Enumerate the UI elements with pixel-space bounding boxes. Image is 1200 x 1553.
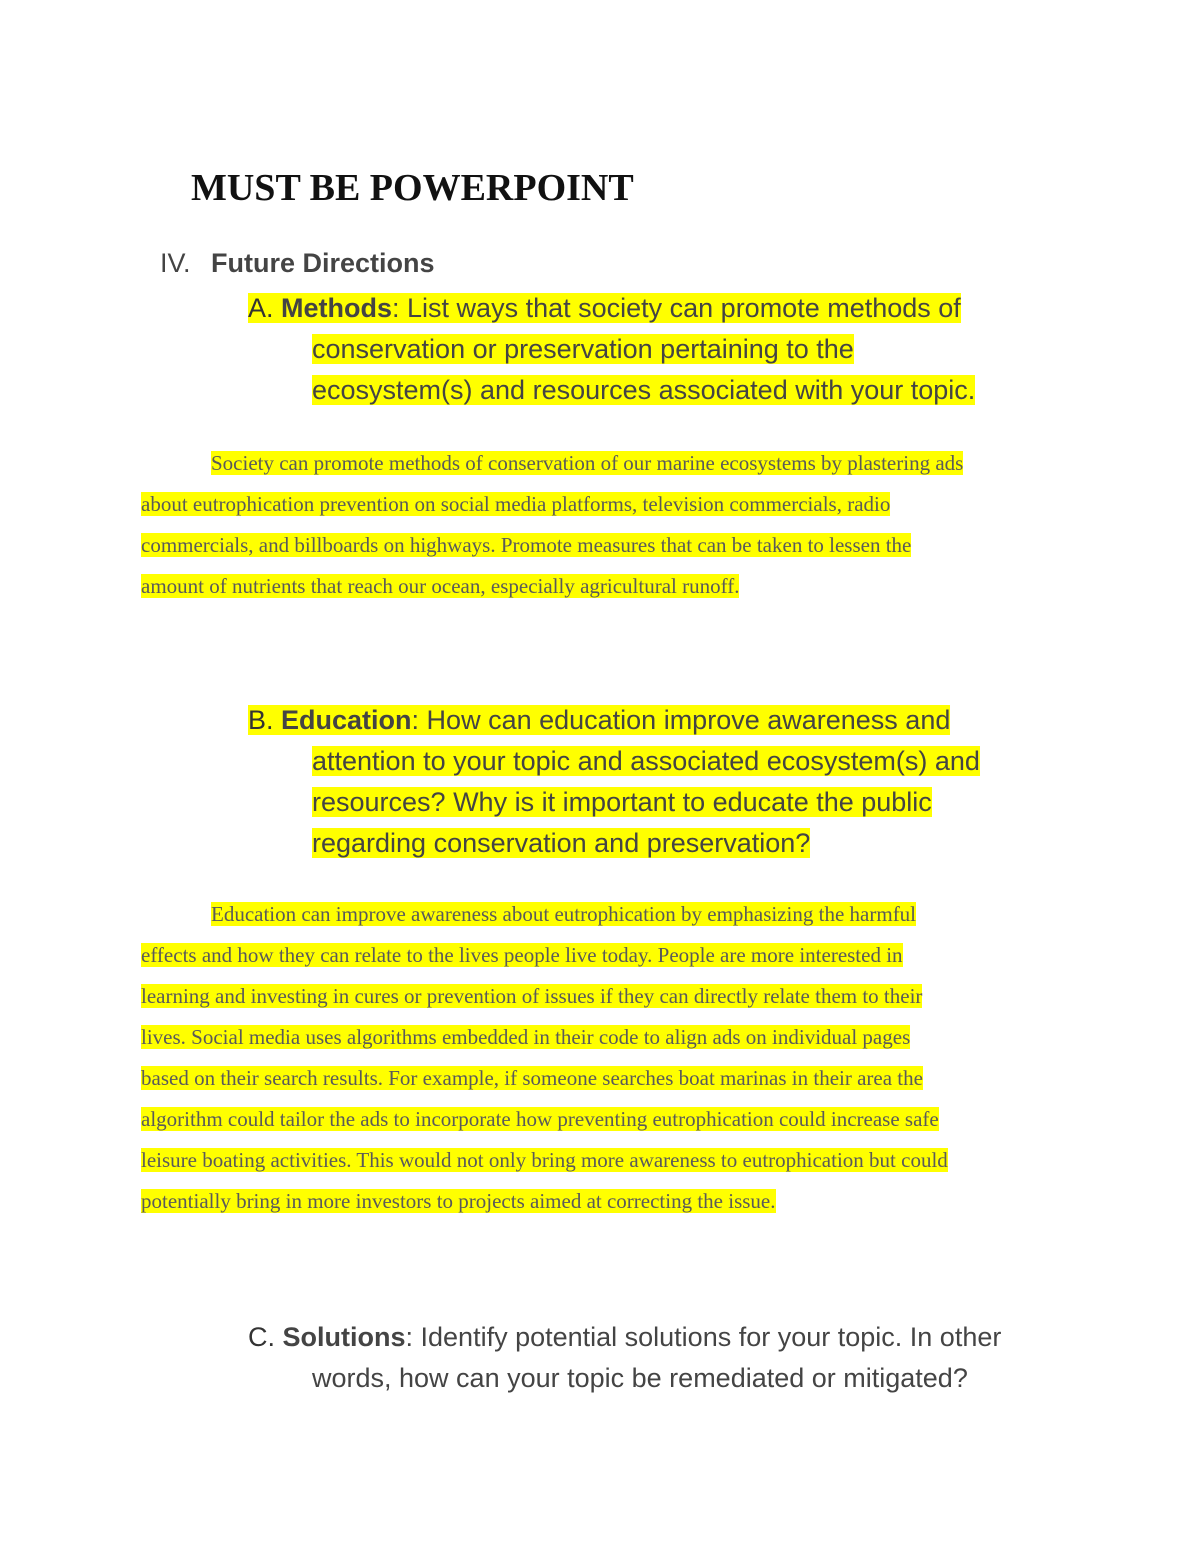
methods-prompt-line: ecosystem(s) and resources associated with your topic. xyxy=(312,375,976,405)
methods-answer-line: commercials, and billboards on highways. Promote measures that can be taken to lessen the xyxy=(141,533,912,557)
page-heading: MUST BE POWERPOINT xyxy=(191,167,634,209)
education-answer-line: leisure boating activities. This would not only bring more awareness to eutrophication but could xyxy=(141,1148,948,1172)
solutions-term: Solutions xyxy=(282,1322,406,1352)
solutions-prompt-line: : Identify potential solutions for your topic. In other xyxy=(405,1322,1002,1352)
education-prompt-line: regarding conservation and preservation? xyxy=(312,828,811,858)
education-answer-line: lives. Social media uses algorithms embedded in their code to align ads on individual pages xyxy=(141,1025,911,1049)
methods-answer-line: Society can promote methods of conservation of our marine ecosystems by plastering ads xyxy=(211,451,964,475)
methods-answer-line: amount of nutrients that reach our ocean, especially agricultural runoff. xyxy=(141,574,740,598)
education-prompt xyxy=(248,700,1058,864)
methods-term: Methods xyxy=(281,293,393,323)
education-prompt-line: resources? Why is it important to educate the public xyxy=(312,787,932,817)
education-answer xyxy=(141,894,1071,1222)
solutions-letter: C. xyxy=(248,1322,275,1352)
education-answer-line: learning and investing in cures or prevention of issues if they can directly relate them to their xyxy=(141,984,923,1008)
education-term: Education xyxy=(281,705,412,735)
education-answer-line: Education can improve awareness about eutrophication by emphasizing the harmful xyxy=(211,902,917,926)
methods-answer xyxy=(141,443,1071,607)
methods-letter: A. xyxy=(248,293,274,323)
section-heading xyxy=(160,248,435,279)
education-answer-line: based on their search results. For example, if someone searches boat marinas in their area the xyxy=(141,1066,923,1090)
education-prompt-line: attention to your topic and associated ecosystem(s) and xyxy=(312,746,980,776)
solutions-prompt xyxy=(248,1317,1058,1399)
education-prompt-line: : How can education improve awareness and xyxy=(411,705,951,735)
methods-prompt xyxy=(248,288,1058,411)
education-answer-line: potentially bring in more investors to projects aimed at correcting the issue. xyxy=(141,1189,776,1213)
methods-prompt-line: conservation or preservation pertaining to the xyxy=(312,334,854,364)
methods-prompt-line: : List ways that society can promote methods of xyxy=(392,293,961,323)
methods-answer-line: about eutrophication prevention on social media platforms, television commercials, radio xyxy=(141,492,891,516)
education-answer-line: effects and how they can relate to the lives people live today. People are more interested in xyxy=(141,943,903,967)
solutions-prompt-line: words, how can your topic be remediated or mitigated? xyxy=(312,1363,968,1393)
section-numeral: IV. xyxy=(160,248,191,278)
education-letter: B. xyxy=(248,705,274,735)
section-title: Future Directions xyxy=(211,248,435,278)
education-answer-line: algorithm could tailor the ads to incorporate how preventing eutrophication could increase safe xyxy=(141,1107,939,1131)
